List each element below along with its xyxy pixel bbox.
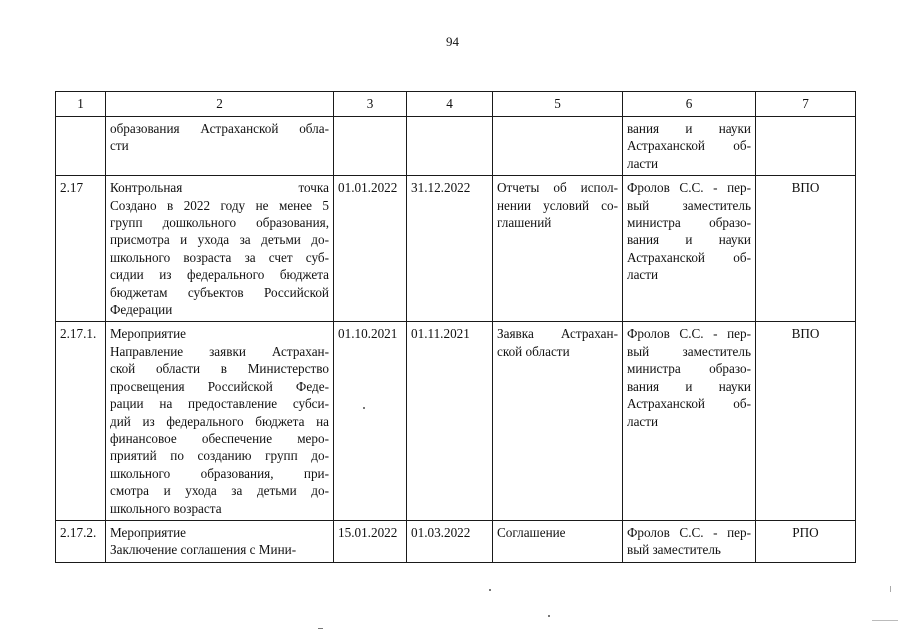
responsible-line: Астраханской об- bbox=[627, 396, 751, 412]
result-document-cell bbox=[493, 117, 623, 176]
desc-line: Создано в 2022 году не менее 5 bbox=[110, 197, 329, 213]
table-row bbox=[56, 322, 856, 520]
desc-line: Мероприятие bbox=[110, 326, 187, 342]
table-body bbox=[56, 117, 856, 563]
responsible-line: Астраханской об- bbox=[627, 249, 751, 265]
end-date-cell bbox=[407, 520, 493, 562]
responsible-cell bbox=[623, 117, 756, 176]
desc-line: дий из федерального бюджета на bbox=[110, 413, 329, 429]
scan-speck bbox=[318, 628, 323, 629]
description-cell bbox=[106, 322, 334, 520]
responsible-cell bbox=[623, 322, 756, 520]
start-text: 01.01.2022 bbox=[338, 180, 398, 196]
end-date-cell bbox=[407, 117, 493, 176]
start-date-cell bbox=[334, 322, 407, 520]
desc-line: Заключение соглашения с Мини- bbox=[110, 542, 297, 558]
responsible-line: ласти bbox=[627, 267, 659, 283]
desc-line: просвещения Российской Феде- bbox=[110, 378, 329, 394]
type-text: ВПО bbox=[791, 326, 820, 342]
column-header: 2 bbox=[106, 92, 334, 117]
start-date-cell bbox=[334, 176, 407, 322]
responsible-line: вый заместитель bbox=[627, 343, 751, 359]
responsible-line: вый заместитель bbox=[627, 542, 721, 558]
result-document-cell bbox=[493, 520, 623, 562]
item-number-cell bbox=[56, 322, 106, 520]
result-line: глашений bbox=[497, 215, 552, 231]
desc-line: бюджетам субъектов Российской bbox=[110, 284, 329, 300]
desc-line: смотра и ухода за детьми до- bbox=[110, 483, 329, 499]
header-row bbox=[56, 92, 856, 117]
desc-line: школьного возраста за счет суб- bbox=[110, 249, 329, 265]
start-text: 15.01.2022 bbox=[338, 524, 398, 540]
result-line: Соглашение bbox=[497, 524, 566, 540]
column-header: 5 bbox=[493, 92, 623, 117]
desc-line: школьного возраста bbox=[110, 500, 222, 516]
desc-line: присмотра и ухода за детьми до- bbox=[110, 232, 329, 248]
num-text: 2.17.1. bbox=[60, 326, 97, 342]
item-number-cell bbox=[56, 176, 106, 322]
start-date-cell bbox=[334, 117, 407, 176]
responsible-line: ласти bbox=[627, 155, 659, 171]
type-text: ВПО bbox=[791, 180, 820, 196]
responsible-line: вания и науки bbox=[627, 232, 751, 248]
num-text: 2.17 bbox=[60, 180, 84, 196]
result-line: ской области bbox=[497, 343, 570, 359]
page-number: 94 bbox=[446, 34, 459, 49]
desc-line: Федерации bbox=[110, 302, 173, 318]
column-header: 3 bbox=[334, 92, 407, 117]
desc-line: финансовое обеспечение меро- bbox=[110, 430, 329, 446]
table-row bbox=[56, 176, 856, 322]
result-document-cell bbox=[493, 322, 623, 520]
desc-line: сидии из федерального бюджета bbox=[110, 267, 329, 283]
column-header: 4 bbox=[407, 92, 493, 117]
responsible-cell bbox=[623, 176, 756, 322]
end-text: 01.03.2022 bbox=[411, 524, 471, 540]
table-row bbox=[56, 117, 856, 176]
column-header: 6 bbox=[623, 92, 756, 117]
description-cell bbox=[106, 176, 334, 322]
num-text: 2.17.2. bbox=[60, 524, 97, 540]
description-cell bbox=[106, 520, 334, 562]
end-text: 31.12.2022 bbox=[411, 180, 471, 196]
scan-speck bbox=[489, 589, 491, 591]
responsible-line: вания и науки bbox=[627, 121, 751, 136]
responsible-line: вания и науки bbox=[627, 378, 751, 394]
desc-line: Направление заявки Астрахан- bbox=[110, 343, 329, 359]
table-row bbox=[56, 520, 856, 562]
end-date-cell bbox=[407, 322, 493, 520]
end-text: 01.11.2021 bbox=[411, 326, 470, 342]
responsible-line: вый заместитель bbox=[627, 197, 751, 213]
responsible-cell bbox=[623, 520, 756, 562]
responsible-line: ласти bbox=[627, 413, 659, 429]
type-cell bbox=[756, 520, 856, 562]
responsible-line: Фролов С.С. - пер- bbox=[627, 326, 751, 342]
result-line: Заявка Астрахан- bbox=[497, 326, 618, 342]
desc-line: групп дошкольного образования, bbox=[110, 215, 329, 231]
desc-line: образования Астраханской обла- bbox=[110, 121, 329, 136]
column-header: 7 bbox=[756, 92, 856, 117]
responsible-line: Астраханской об- bbox=[627, 138, 751, 154]
table-header bbox=[56, 92, 856, 117]
desc-line: приятий по созданию групп до- bbox=[110, 448, 329, 464]
type-cell bbox=[756, 117, 856, 176]
result-line: Отчеты об испол- bbox=[497, 180, 618, 196]
scan-speck bbox=[548, 615, 550, 617]
desc-line: Контрольная точка bbox=[110, 180, 329, 196]
responsible-line: Фролов С.С. - пер- bbox=[627, 180, 751, 196]
column-header: 1 bbox=[56, 92, 106, 117]
start-text: 01.10.2021 bbox=[338, 326, 398, 342]
result-document-cell bbox=[493, 176, 623, 322]
responsible-line: министра образо- bbox=[627, 215, 751, 231]
desc-line: рации на предоставление субси- bbox=[110, 396, 329, 412]
result-line: нении условий со- bbox=[497, 197, 618, 213]
description-cell bbox=[106, 117, 334, 176]
desc-line: Мероприятие bbox=[110, 524, 187, 540]
end-date-cell bbox=[407, 176, 493, 322]
type-cell bbox=[756, 322, 856, 520]
desc-line: сти bbox=[110, 138, 129, 154]
type-text: РПО bbox=[792, 524, 819, 540]
schedule-table bbox=[55, 91, 856, 563]
desc-line: ской области в Министерство bbox=[110, 361, 329, 377]
desc-line: школьного образования, при- bbox=[110, 465, 329, 481]
start-date-cell bbox=[334, 520, 407, 562]
type-cell bbox=[756, 176, 856, 322]
scan-speck bbox=[890, 586, 891, 592]
scan-speck bbox=[872, 620, 898, 621]
responsible-line: министра образо- bbox=[627, 361, 751, 377]
item-number-cell bbox=[56, 520, 106, 562]
scan-speck bbox=[363, 407, 365, 409]
responsible-line: Фролов С.С. - пер- bbox=[627, 524, 751, 540]
item-number-cell bbox=[56, 117, 106, 176]
